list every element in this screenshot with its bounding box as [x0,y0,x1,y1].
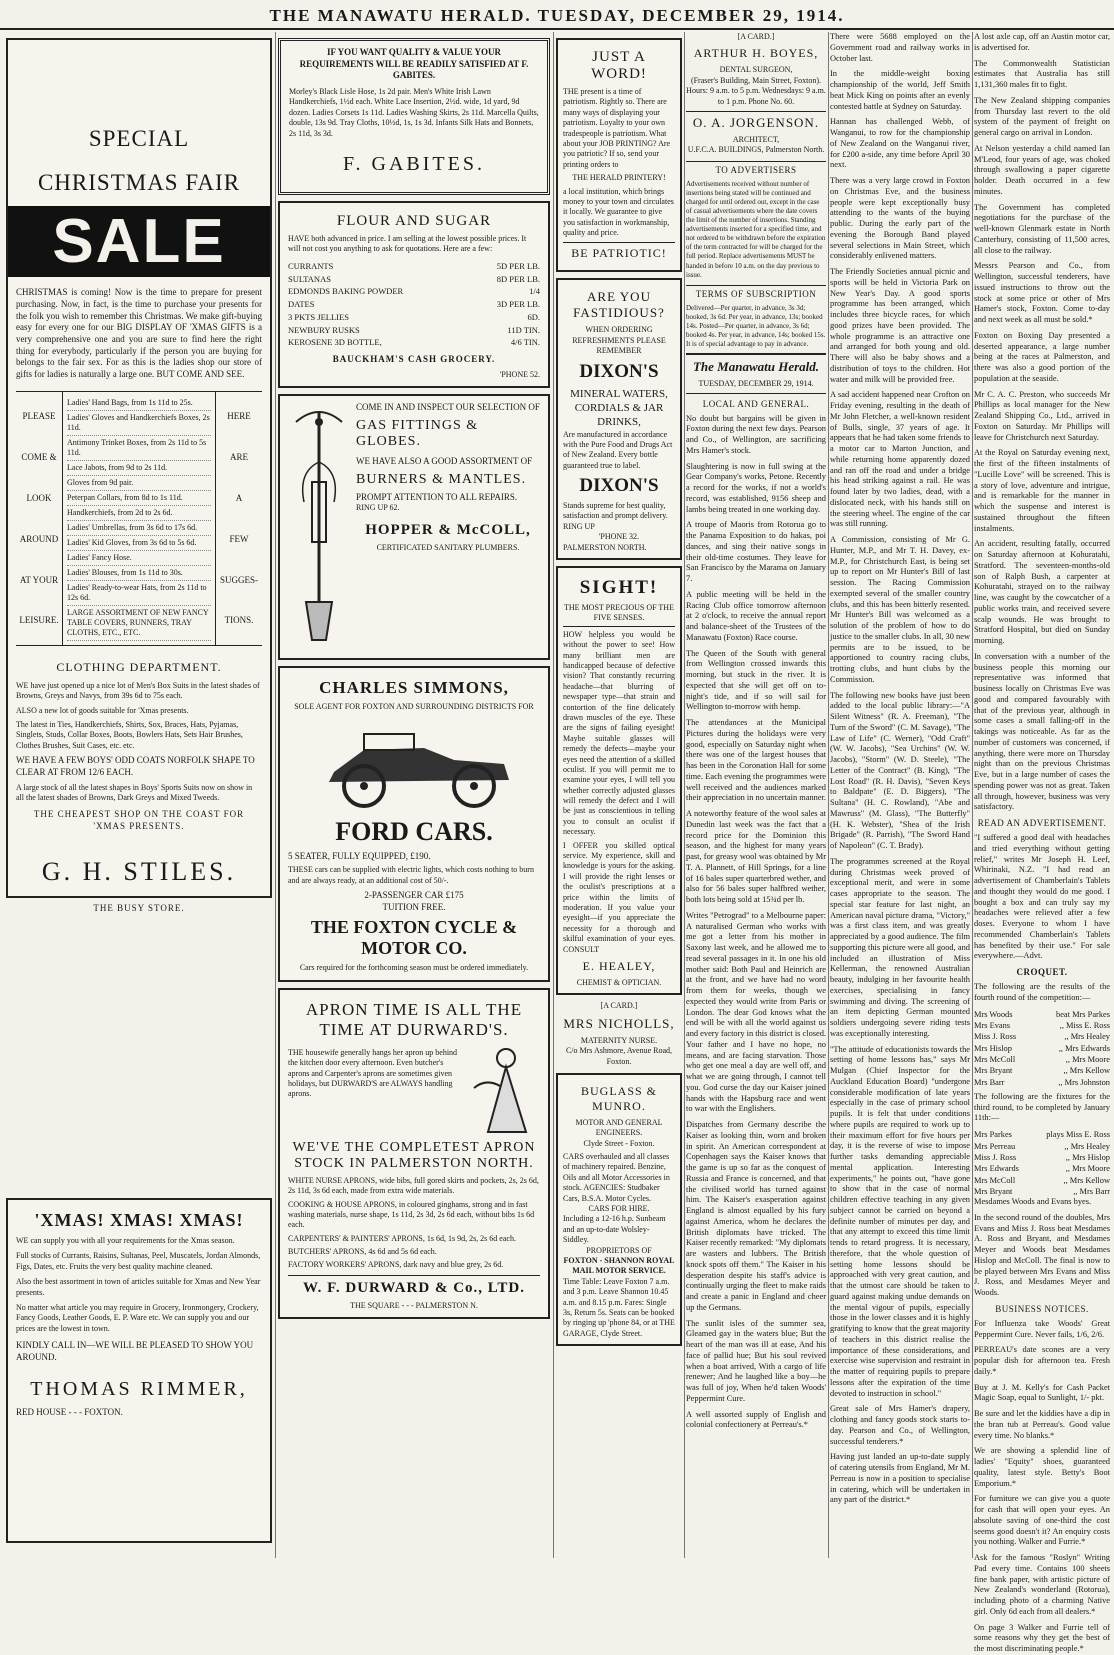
clothing-text: WE have just opened up a nice lot of Men's Box Suits in the latest shades of Browns, Greys and Navys, from 39s 6d to 75s each. [16,680,260,701]
simmons-advert [278,666,550,982]
article-paragraph: "The attitude of educationists towards the setting of home lessons has," says Mr Mulgan (Chief Inspector for the Auckland Education Board) "undergone considerable modification of late years especially in the case of primary school pupils. It is felt that under conditions where pupils are required to work up to their maximum effort for five hours per day, it is the reverse of wise to impose further tasks demanding appreciable mental application. Interesting experiments," he points out, "have gone to show that in the case of normal children effective teaching in any given subject cannot be carried on beyond a definite number of minutes per day, and that any attempt to exceed this time limit tends to retard progress. It is necessary, therefore, that the whole question of setting home lessons should be approached with very great caution, and that the utmost care should be taken to guard against making undue demands on the mental vigour of pupils, especially those in the lower classes and it is highly gratifying to know that the great majority of teachers in this district realise the importance of these considerations, and exercise wise supervision and restraint in the matter of requiring pupils to prepare lessons after the expiration of the time devoted to instruction in school." [830,1044,970,1398]
boyes-address: (Fraser's Building, Main Street, Foxton). [690,75,822,85]
sight-title: SIGHT! [579,577,659,599]
rimmer-name: THOMAS RIMMER, [30,1377,248,1400]
article-paragraph: The attendances at the Municipal Pictures during the holidays were very good, especially on Saturday night when there was one of the largest houses that has been in the Coronation Hall for some time. Each evening the programmes were well received and the audiences marked their appreciation in no uncertain manner. [686,718,826,803]
timetable: Time Table: Leave Foxton 7 a.m. and 3 p.m. Leave Shannon 10.45 a.m. and 8.15 p.m. Fares: Single 3s, Return 5s. Seats can be booked by ringing up 'phone 84, or at THE GARAGE, Clyde Street. [563,1276,675,1338]
article-paragraph: Dispatches from Germany describe the Kaiser as looking thin, worn and broken in spirit. An American correspondent at Copenhagen says the Kaiser knows that the game is up so far as the conquest of Russia and France is concerned, and that the civilised world has turned against him. The Kaiser's exasperation against England is almost equalled by his fury against America, whom he declares the British diplomats have tricked. The Kaiser recently remarked: "My diplomats are wasters and lubbers. The British knock spots off them." The Kaiser in his desperation despite his staff's advice is continually urging the fleet to make raids and create a panic in England and cheer up the Germans. [686,1120,826,1312]
article-paragraph: Writes "Petrograd" to a Melbourne paper: A naturalised German who works with me got a letter from his mother in Saxony last week, and he allowed me to read several passages in it. In one his old mother said: Both Paul and Heinrich are at the front, and we have had no word from them for weeks, though we expected they would write from Paris or London. The dear God knows what the end will be with all the world against us and every factory in this district is closed. Your father and I have no hope, no means, and are facing starvation. Those who get one meal a day are well off, and what we are going through, I cannot tell you. God curse the day our Kaiser joined hands with the Hapsburg race and went to war with the Englishers. [686,910,827,1114]
dixons-sub: MINERAL WATERS, CORDIALS & JAR DRINKS, [570,387,668,429]
apron-item: CARPENTERS' & PAINTERS' APRONS, 1s 6d, 1s 9d, 2s, 2s 6d each. [288,1233,516,1243]
apron-body: THE housewife generally hangs her apron up behind the kitchen door every afternoon. Even butcher's aprons and Carpenter's aprons are sometimes given holidays, but DURWARD'S are ALWAYS handling aprons. [288,1047,458,1099]
sale-banner: SALE [8,206,270,277]
suggestions-table [16,391,262,646]
article-paragraph: The programmes screened at the Royal during Christmas week proved of exceptional merit, and were in some cases appropriate to the season. The special star feature for last night, an American naval picture drama, "Victory," was a first class item, and was greatly appreciated by a good audience. The film supporting this picture were all good, and included an illustration of Miss Kellerman, the renowned Australian beauty, indulging in her favourite health exercises, specialising in fancy swimming and diving. The screening of an item depicting German mounted soldiers undergoing severe riding tests was exceptionally interesting. [830,856,970,1038]
boyes-name: ARTHUR H. BOYES, [693,46,819,61]
business-notices-title: BUSINESS NOTICES. [995,1303,1089,1314]
healey-name: E. HEALEY, [582,958,656,973]
just-a-word-title: JUST A WORD! [591,49,647,82]
durward-advert [278,988,550,1320]
hopper-text: COME IN AND INSPECT OUR SELECTION OF [356,402,540,413]
ford-price: 5 SEATER, FULLY EQUIPPED, £190. [288,850,431,861]
housewife-icon [466,1044,540,1136]
apron-item: WHITE NURSE APRONS, wide bibs, full gored skirts and pockets, 2s, 2s 6d, 2s 11d, 3s 6d each, made from extra wide materials. [288,1175,539,1196]
apron-item: COOKING & HOUSE APRONS, in coloured ginghams, strong and in fast washing materials, nurse shape, 1s 11d, 2s 3d, 2s 6d each, without bibs 1s 6d each. [288,1199,535,1230]
herald-printery: THE HERALD PRINTERY! [572,173,666,183]
article-paragraph: There were 5688 employed on the Government road and railway works in October last. [830,32,970,63]
durward-name: W. F. DURWARD & Co., LTD. [288,1275,540,1297]
dixons-name-2: DIXON'S [579,475,659,497]
just-body: THE present is a time of patriotism. Rightly so. There are many ways of displaying your patriotism. Loyalty to your own tradespeople is patriotism. What about your JOB PRINTING? Are you patriotic? If so, send your printing orders to [563,87,671,169]
article-paragraph: A well assorted supply of English and colonial confectionery at Perreau's.* [686,1409,826,1430]
article-paragraph: A public meeting will be held in the Racing Club office tomorrow afternoon at 2 o'clock, to receive the annual report and balance-sheet of the Trustees of the Manawatu (Foxton) Race course. [686,589,826,642]
business-notice: For Influenza take Woods' Great Peppermint Cure. Never fails, 1/6, 2/6. [974,1318,1110,1339]
proprietors: PROPRIETORS OF [586,1245,652,1255]
fixtures-tail: Mesdames Woods and Evans byes. [974,1197,1092,1207]
business-notice: We are showing a splendid line of ladies' "Equity" shoes, guaranteed quality, latest style. Betty's Boot Emporium.* [974,1446,1110,1488]
article-paragraph: The Friendly Societies annual picnic and sports will be held in Victoria Park on New Year's Day. A good sports programme has been arranged, which includes three bicycle races, for which good prizes have been provided. The whole programme is an attractive one and arranged for both young and old. There will also be baby shows and a distribution of toys to the children. Hot water and milk will be provided free. [830,267,970,384]
clothing-text: The latest in Ties, Handkerchiefs, Shirts, Sox, Braces, Hats, Pyjamas, Singlets, Studs, Collar Boxes, Boots, Bowlers Hats, Sets Hair Brushes, Clothes Brushes, Suit Cases, etc. etc. [16,719,243,750]
gas-lamp-icon [288,402,350,652]
burners-title: BURNERS & MANTLES. [356,471,527,487]
issue-date: TUESDAY, DECEMBER 29, 1914. [686,379,826,393]
stiles-advert [6,38,272,913]
ford-body: THESE cars can be supplied with electric lights, which costs nothing to burn and are always ready, at an additional cost of 50/-. [288,865,534,885]
hopper-name: HOPPER & McCOLL, [365,521,531,538]
hire-body: Including a 12-16 h.p. Sunbeam and an up-to-date Wolsley-Siddley. [563,1214,666,1245]
foxton-note: Cars required for the forthcoming season must be ordered immediately. [299,963,529,973]
price-list: CURRANTS 5D PER LB. SULTANAS 8D PER LB. EDMONDS BAKING POWDER 1/4 DATES 3D PER LB. 3 PKTS JELLIES 6D. NEWBURY RUSKS 11D TIN. KEROSENE 3D BOTTLE, 4/6 TIN. [288,260,540,348]
flour-title: FLOUR AND SUGAR [336,213,492,230]
cheapest-shop: THE CHEAPEST SHOP ON THE COAST FOR 'XMAS PRESENTS. [33,809,245,831]
bauckham-phone: 'PHONE 52. [499,369,540,379]
clothing-text: WE HAVE A FEW BOYS' ODD COATS NORFOLK SHAPE TO CLEAR AT FROM 12/6 EACH. [16,755,255,777]
nicholls-address: C/o Mrs Ashmore, Avenue Road, Foxton. [565,1046,673,1066]
business-notice: PERREAU's date scones are a very popular dish for afternoon tea. Fresh daily.* [974,1345,1110,1376]
paper-title: The Manawatu Herald. [686,353,826,375]
mail-service: FOXTON - SHANNON ROYAL MAIL MOTOR SERVICE. [563,1255,675,1276]
article-paragraph: There was a very large crowd in Foxton on Christmas Eve, and the business people were kept exceptionally busy attending to the wants of the buying public. During the early part of the evening the Borough Band played several selections in Main Street, which considerably enlivened matters. [830,176,970,261]
article-paragraph: At Nelson yesterday a child named Ian M'Leod, four years of age, was choked through swallowing a paper cigarette holder. Death occurred in a few minutes. [974,143,1110,196]
nicholls-sub: MATERNITY NURSE. [580,1035,658,1045]
fastidious-sub: WHEN ORDERING REFRESHMENTS PLEASE REMEMBER [572,325,666,356]
simmons-name: CHARLES SIMMONS, [319,678,509,698]
hopper-text: PROMPT ATTENTION TO ALL REPAIRS. [356,491,518,502]
croquet-intro: The following are the results of the fourth round of the competition:— [974,982,1110,1002]
herald-printery-advert [556,38,682,272]
advertisers-title: TO ADVERTISERS [686,161,826,175]
gas-fittings-title: GAS FITTINGS & GLOBES. [356,417,479,449]
column-2 [278,32,550,1558]
sight-sub: THE MOST PRECIOUS OF THE FIVE SENSES. [563,603,675,627]
dixons-place: PALMERSTON NORTH. [563,542,647,552]
bauckham-advert [278,201,550,388]
subscription-title: TERMS OF SUBSCRIPTION [686,285,826,299]
business-notice: Ask for the famous "Roslyn" Writing Pad every time. Contains 100 sheets fine bank paper, with artistic picture of New Zealand's wonderland (Rotorua), including photo of a charming Native girl. Only 6d each from all dealers.* [974,1553,1110,1616]
local-general-title: LOCAL AND GENERAL. [702,398,810,409]
simmons-sub: SOLE AGENT FOR FOXTON AND SURROUNDING DISTRICTS FOR [294,702,534,712]
fastidious-title: ARE YOU FASTIDIOUS? [573,289,665,321]
subscription-body: Delivered—Per quarter, in advance, 3s 3d; booked, 3s 6d. Per year, in advance, 13s; booked 14s. Posted—Per quarter, in advance, 3s 6d; booked 4s. Per year, in advance, 14s; booked 15s. It is of special advantage to pay in advance. [686,303,826,349]
clothing-title: CLOTHING DEPARTMENT. [56,659,222,674]
column-5 [830,32,970,1558]
herald-body: a local institution, which brings money to your town and circulates it locally. We guarantee to give you satisfaction in workmanship, quality and price. [563,186,674,238]
article-paragraph: The sunlit isles of the summer sea, Gleamed gay in the waters blue; But the heart of the man was ill at ease, And his face of pallid hue; But his soul revived when a boat arrived, With a cargo of life renewer; And he laughed like a boy—he was full of joy, When he'd taken Woods' Peppermint Cure. [686,1318,826,1403]
doubles-paragraph: In the second round of the doubles, Mrs Evans and Miss J. Ross beat Mesdames A. Ross and Bryant, and Mesdames Meyer and Woods beat Mesdames Hislop and McColl. The final is now to be played between Mrs Evans and Miss J. Ross, and Mesdames Meyer and Woods. [974,1212,1110,1298]
article-paragraph: An accident, resulting fatally, occurred on Saturday afternoon at Kohuratahi, Stratford. The seventeen-months-old son of Ralph Bush, a carpenter at Kohuratahi, strayed on to the railway line, was caught by the cowcatcher of a public works train, and received severe scalp wounds. He was brought to Stratford Hospital, but died on Sunday morning. [974,539,1110,645]
sight-body: HOW helpless you would be without the power to see! How many brilliant men are handicapped because of defective vision? That constantly recurring headache—that blurring of newspaper type—that strain and contortion of the fine delicately drawn muscles of the eye. These are the signs of failing eyesight! Maybe suitable glasses will remedy the defects—maybe your eyes need the attention of a skilled oculist. If you will permit me to examine your eyes, I will tell you whether correctly adjusted glasses will remedy the defect and I will be just as conscientious in telling you to consult an oculist if necessary. [563,629,675,837]
gabites-intro: IF YOU WANT QUALITY & VALUE YOUR REQUIREMENTS WILL BE READILY SATISFIED AT F. GABITES. [299,47,529,81]
gabites-advert [278,38,550,195]
article-paragraph: Hannan has challenged Webb, of Wanganui, to row for the championship of New Zealand on the Wanganui river, for £200 a-side, any time before April 30 next. [830,117,970,170]
jorgenson-address: U.F.C.A. BUILDINGS, Palmerston North. [687,145,825,155]
gabites-name: F. GABITES. [343,153,485,176]
article-paragraph: A Commission, consisting of Mr G. Hunter, M.P., and Mr T. H. Davey, ex-M.P., for Christchurch East, is being set up to report on Mr Hunter's Bill of last session. The Racing Commission exempted several of the smaller country clubs, and this has been bitterly resented. Mr Hunter's Bill was welcomed as a solution of the problem of how to do justice to the smaller clubs. In all, 30 new permits are to be issued, to be apportioned to country racing clubs, trotting clubs, and hunt clubs by the Commission. [830,535,970,684]
dixons-body: Are manufactured in accordance with the Pure Food and Drugs Act of New Zealand. Every bottle guaranteed true to label. [563,429,673,470]
card-label: [A CARD.] [600,1001,638,1011]
xmas-text: WE can supply you with all your requirements for the Xmas season. [16,1236,235,1245]
dixons-body-2: Stands supreme for best quality, satisfaction and prompt delivery. RING UP [563,501,668,531]
article-paragraph: The Queen of the South with general from Wellington crossed inwards this morning, but stuck in the river. It is expected that she will get off on to-night's tide, and if so will sail for Wellington to-morrow with hemp. [686,648,826,712]
rimmer-advert [6,1198,272,1543]
read-advert-title: READ AN ADVERTISEMENT. [977,818,1107,828]
jorgenson-sub: ARCHITECT, [732,134,780,144]
column-1 [6,32,272,1558]
advertisers-body: Advertisements received without number of insertions being stated will be continued and charged for until ordered out, except in the case of casual advertisements where the date covers the limit of the number of insertions. Standing advertisements inserted for a specified time, and not ordered to be withdrawn before the expiration of the term contracted for will be charged for the full period. Replace advertisements MUST be handed in before 10 a.m. on the day previous to issue. [686,179,826,279]
apron-item: FACTORY WORKERS' APRONS, dark navy and blue grey, 2s 6d. [288,1260,504,1270]
business-notice: On page 3 Walker and Furrie tell of some reasons why they get the best of the most discriminating people.* [974,1622,1110,1654]
article-paragraph: No doubt but bargains will be given in Foxton during the next few days. Pearson and Co., of Wellington, are sacrificing Mrs Hamer's stock. [686,413,826,455]
business-notice: Buy at J. M. Kelly's for Cash Packet Magic Soap, equal to Sunlight, 1/- pkt. [974,1382,1110,1403]
xmas-title: 'XMAS! XMAS! XMAS! [34,1210,244,1230]
foxton-cycle-name: THE FOXTON CYCLE & MOTOR CO. [310,917,518,959]
croquet-results: Mrs Woods beat Mrs Parkes Mrs Evans ,, Miss E. Ross Miss J. Ross ,, Mrs Healey Mrs Hislop ,, Mrs Edwards Mrs McColl ,, Mrs Moore Mrs Bryant ,, Mrs Kellow Mrs Barr ,, Mrs Johnston [974,1009,1110,1087]
croquet-title: CROQUET. [1016,967,1068,977]
buglass-advert [556,1073,682,1346]
boyes-sub: DENTAL SURGEON, [719,65,793,75]
article-paragraph: Foxton on Boxing Day presented a deserted appearance, a large number being at the races at Palmerston, and there was also a good portion of the population at the seaside. [974,330,1110,383]
article-paragraph: Mr C. A. C. Preston, who succeeds Mr Phillips as local manager for the New Zealand Shipping Co., Ltd., arrived in Foxton on Saturday. Mr Phillips will leave for Christchurch next Saturday. [974,389,1110,442]
fixtures-intro: The following are the fixtures for the third round, to be completed by January 11th:— [974,1091,1110,1123]
dixons-name: DIXON'S [579,360,659,382]
durward-address: THE SQUARE - - - PALMERSTON N. [350,1300,478,1310]
dixons-phone: 'PHONE 32. [598,532,640,542]
article-paragraph: A troupe of Maoris from Rotorua go to the Panama Exposition to do hakas, poi dances, and sing their native songs in their old-time costumes. They leave for San Francisco by the Marama on January 7. [686,520,826,584]
article-paragraph: The following new books have just been added to the local public library:—"A Silent Witness" (R. A. Freeman), "The Turn of the Sword" (C. M. Savage), "The Law of Life" (C. Werner), "Odd Craft" (W. W. Jacobs), "Sea Urchins" (W. W. Jacobs), "Storm" (W. D. Steele), "The Letter of the Contract" (B. King), "The Lost Road" (R. H. Davis), "Seven Keys to Baldpate" (E. D. Biggers), "The Sultana" (H. C. Rowland), "Abe and Mawruss" (M. Glass), "The Butterfly" (H. K. Webster), "Shea of the Irish Brigade" (R. Parrish), "The Sword Hand of Napoleon" (C. T. Brady). [830,690,970,850]
gift-list: Ladies' Hand Bags, from 1s 11d to 25s. Ladies' Gloves and Handkerchiefs Boxes, 2s 11d. Antimony Trinket Boxes, from 2s 11d to 5s 11d. Lace Jabots, from 9d to 2s 11d. Gloves from 9d pair. Peterpan Collars, from 8d to 1s 11d. Handkerchiefs, from 2d to 2s 6d. Ladies' Umbrellas, from 3s 6d to 17s 6d. Ladies' Kid Gloves, from 3s 6d to 5s 6d. Ladies' Fancy Hose. Ladies' Blouses, from 1s 11d to 30s. Ladies' Ready-to-wear Hats, from 2s 11d to 12s 6d. LARGE ASSORTMENT OF NEW FANCY TABLE COVERS, RUNNERS, TRAY CLOTHS, ETC., ETC. [62,392,216,645]
sale-intro: CHRISTMAS is coming! Now is the time to prepare for present purchasing. Now, in fact, is the time to purchase your presents for the folk you wish to remember this Christmas. We make gift-buying easy for every one for our BIG DISPLAY OF 'XMAS GIFTS is a very comprehensive one and you are sure to find here the right thing for everybody, particularly if the person you are buying for belongs to the fair sex. For as this is the ladies shop our store of gifts for ladies is naturally a large one. BUT COME AND SEE. [16,287,262,380]
hopper-sub: CERTIFICATED SANITARY PLUMBERS. [376,542,520,552]
be-patriotic: BE PATRIOTIC! [563,242,675,261]
hopper-text: WE HAVE ALSO A GOOD ASSORTMENT OF [356,455,533,466]
ford-car-icon [288,719,540,811]
ad-title-christmas-fair: CHRISTMAS FAIR [37,170,241,195]
dixon-advert [556,278,682,560]
bauckham-name: BAUCKHAM'S CASH GROCERY. [332,354,496,365]
business-notice: Be sure and let the kiddies have a dip in the bran tub at Perreau's. Good value every time. No blanks.* [974,1409,1110,1440]
healey-advert [556,566,682,995]
boyes-hours: Hours: 9 a.m. to 5 p.m. Wednesdays: 9 a.m. to 1 p.m. Phone No. 60. [686,86,826,106]
business-notice: For furniture we can give you a quote for cash that will open your eyes. An absolute saving of one-third the cost seems good doesn't it? An enquiry costs you nothing. Walker and Furrie.* [974,1494,1110,1547]
xmas-text: Full stocks of Currants, Raisins, Sultanas, Peel, Muscatels, Jordan Almonds, Figs, Dates, etc. Fruits the very best quality machine cleaned. [16,1251,261,1271]
article-paragraph: In conversation with a number of the business people this morning our representative was informed that business locally on Christmas Eve was good and compared favourably with that of the previous year, although in some cases a small falling-off in the takings was noticeable. As far as the number of customers was concerned, if anything, there were more on Thursday night than on the previous Christmas Eve, but in a large number of cases the spending power was not as great. Taken all through, however, business was very satisfactory. [974,651,1110,812]
jorgenson-name: O. A. JORGENSON. [686,111,826,131]
article-paragraph: A noteworthy feature of the wool sales at Dunedin last week was the fact that a record price for the Dominion this season, and the highest for many years past, for greasy wool was obtained by Mr T. A. Plannett, of Hill Springs, for a line of 16 bales super quarterbred wether, and also for 56 bales super halfbred wether, both lots being sold at 15¾d per lb. [686,809,826,905]
buglass-name: BUGLASS & MUNRO. [580,1083,657,1113]
tuition: TUITION FREE. [382,901,446,912]
column-6 [974,32,1110,1654]
article-paragraph: A lost axle cap, off an Austin motor car, is advertised for. [974,32,1110,52]
column-3 [556,32,682,1558]
article-paragraph: In the middle-weight boxing championship of the world, Jeff Smith beat Mick King on points after an evenly contested battle at Sydney on Saturday. [830,69,970,111]
buglass-body: CARS overhauled and all classes of machinery repaired. Benzine, Oils and all Motor Accessories in stock. AGENCIES: Studbaker Cars, B.S.A. Motor Cycles. [563,1152,670,1203]
article-paragraph: Great sale of Mrs Hamer's drapery, clothing and fancy goods stock starts to-day. Pearson and Co., of Wellington, successful tenderers.* [830,1404,970,1446]
gabites-body: Morley's Black Lisle Hose, 1s 2d pair. Men's White Irish Lawn Handkerchiefs, 1½d each. White Lace Insertion, 2½d. wide, 1d yard, 9d dozen. Ladies Corsets 1s 11d. Ladies Washing Skirts, 2s 11d. Marcella Quilts, double, 13s 9d. Tray Cloths, 10½d, 1s, 1s 3d. Infants Silk Hats and Bonnets, 2s 11d, 3s 3d. [289,87,539,138]
buglass-address: Clyde Street - Foxton. [583,1138,655,1148]
hopper-phone: RING UP 62. [356,503,400,513]
column-4 [686,32,826,1558]
clothing-text: A large stock of all the latest shapes in Boys' Sports Suits now on show in all the latest shades of Browns, Dark Greys and Mixed Tweeds. [16,782,253,802]
healey-sub: CHEMIST & OPTICIAN. [576,977,662,987]
busy-store: THE BUSY STORE. [93,902,185,913]
ford-2-seater: 2-PASSENGER CAR £175 [364,889,464,900]
xmas-text: No matter what article you may require in Grocery, Ironmongery, Crockery, Fancy Goods, Leather Goods, E. P. Ware etc. We can supply you and our prices are the lowest in town. [16,1302,259,1333]
apron-item: BUTCHERS' APRONS, 4s 6d and 5s 6d each. [288,1247,437,1257]
card-label: [A CARD.] [737,32,775,41]
article-paragraph: The New Zealand shipping companies from Thursday last revert to the old system of the payment of freight on general cargo on arrival in London. [974,95,1110,137]
croquet-fixtures: Mrs Parkes plays Miss E. Ross Mrs Perreau ,, Mrs Healey Miss J. Ross ,, Mrs Hislop Mrs Edwards ,, Mrs Moore Mrs McColl ,, Mrs Kellow Mrs Bryant ,, Mrs Barr [974,1130,1110,1196]
clothing-text: ALSO a new lot of goods suitable for 'Xmas presents. [16,705,189,715]
masthead: THE MANAWATU HERALD. TUESDAY, DECEMBER 29, 1914. [0,0,1114,30]
left-phrase: PLEASE COME & LOOK AROUND AT YOUR LEISURE. [19,411,59,626]
xmas-text: KINDLY CALL IN—WE WILL BE PLEASED TO SHOW YOU AROUND. [16,1340,254,1362]
buglass-sub: MOTOR AND GENERAL ENGINEERS. [575,1117,663,1138]
ford-cars-title: FORD CARS. [335,816,493,846]
article-paragraph: The Commonwealth Statistician estimates that Australia has still 1,131,360 males fit to fight. [974,58,1110,89]
article-paragraph: Messrs Pearson and Co., from Wellington, successful tenderers, have issued instructions to throw out the stock at some price or other of Mrs Hamer's stock, Foxton. Come to-day and next week as all must be sold.* [974,261,1110,324]
article-paragraph: The Government has completed negotiations for the purchase of the well-known Glenmark estate in North Canterbury, consisting of 11,500 acres, all close to the railway. [974,202,1110,255]
right-phrase: HERE ARE A FEW SUGGES- TIONS. [219,411,258,626]
ad-title-special: SPECIAL [88,126,190,151]
xmas-text: Also the best assortment in town of articles suitable for Xmas and New Year presents. [16,1277,261,1297]
stiles-name: G. H. STILES. [41,856,237,886]
apron-stock: WE'VE THE COMPLETEST APRON STOCK IN PALMERSTON NORTH. [292,1139,536,1171]
article-paragraph: At the Royal on Saturday evening next, the first of the fifteen instalments of "Lucille Love" will be screened. This is a story of love, adventure and intrigue, and is remarkable for the manner in which the suspense and interest is sustained throughout the fifteen instalments. [974,448,1110,533]
cars-for-hire: CARS FOR HIRE. [588,1204,650,1214]
apron-title: APRON TIME IS ALL THE TIME AT DURWARD'S. [305,999,523,1039]
flour-body: HAVE both advanced in price. I am selling at the lowest possible prices. It will not cost you anything to ask for quotations. Here are a few: [288,234,527,254]
rimmer-address: RED HOUSE - - - FOXTON. [16,1406,123,1417]
article-paragraph: Having just landed an up-to-date supply of catering utensils from England, Mr M. Perreau is now in a position to specialise in catering, which will be undertaken in any part of the district.* [830,1452,970,1505]
nicholls-name: MRS NICHOLLS, [563,1015,675,1031]
article-paragraph: Slaughtering is now in full swing at the Gear Company's works, Petone. Recently a record for the works, if not a world's record, was established, 9156 sheep and lambs being treated in one working day. [686,461,826,514]
sight-body-2: I OFFER you skilled optical service. My experience, skill and knowledge is yours for the asking. I will provide the right lenses or the oculist's prescriptions at a price within the limits of moderation. If you value your eyesight—if you appreciate the necessity for a thorough and skilful examination of your eyes. CONSULT [563,840,675,954]
read-advert-body: "I suffered a good deal with headaches and tried everything without getting relief," writes Mr Joseph H. Leef, Whirinaki, N.Z. "I had read an advertisement of Chamberlain's Tablets and thought they would do me good. I bought a box and can truly say my headaches were relieved after a few doses. Everyone to whom I have recommended Chamberlain's Tablets has benefited by their use." For sale everywhere.—Advt. [974,833,1110,961]
hopper-advert [278,394,550,660]
article-paragraph: A sad accident happened near Crofton on Friday evening, resulting in the death of Mr John Fletcher, a well-known resident of Bulls, single, 37 years of age. It appears that he had taken some friends to a motor car to Marton Junction, and while returning home apparently dozed and ran off the road and under a bridge his head striking against a rail. He was found later by two ladies, dead, with a dislocated neck, with his hands still on the steering wheel. The engine of the car was still running. [830,390,970,529]
